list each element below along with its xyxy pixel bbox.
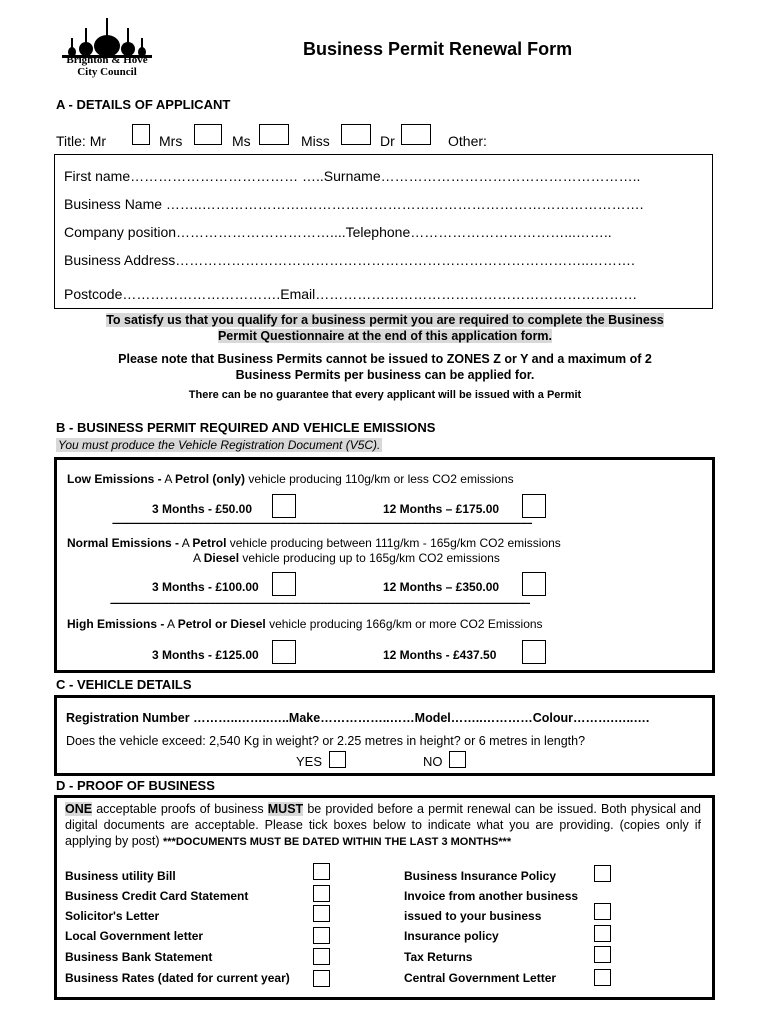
proof-intro-a: acceptable proofs of business bbox=[92, 802, 268, 816]
high-12-months-label: 12 Months - £437.50 bbox=[383, 648, 497, 662]
exceed-question: Does the vehicle exceed: 2,540 Kg in weight? or 2.25 metres in height? or 6 metres in length? bbox=[66, 734, 586, 748]
pavilion-icon bbox=[52, 14, 162, 58]
title-dr-label: Dr bbox=[380, 133, 395, 149]
proof-left-checkbox[interactable] bbox=[313, 885, 330, 902]
proof-left-item: Business Credit Card Statement bbox=[65, 889, 249, 903]
proof-right-checkbox[interactable] bbox=[594, 903, 611, 920]
normal-3-months-checkbox[interactable] bbox=[272, 572, 296, 596]
low-text-a: A bbox=[161, 472, 176, 486]
normal-diesel-desc bbox=[193, 551, 500, 565]
separator-1: ------------------------------------------------------------------------------------------------------------------------------------------------------------------------------------ bbox=[112, 518, 532, 529]
zones-note bbox=[62, 351, 708, 383]
normal-emissions-desc bbox=[67, 536, 561, 550]
registration-field[interactable]: Registration Number ………..……..…..Make……………..……Model……..…………Colour……….…..…. bbox=[66, 711, 650, 725]
section-d-heading: D - PROOF OF BUSINESS bbox=[56, 778, 215, 793]
title-mrs-label: Mrs bbox=[159, 133, 183, 149]
low-3-months-label: 3 Months - £50.00 bbox=[152, 502, 253, 516]
proof-left-item: Business utility Bill bbox=[65, 869, 176, 883]
low-emissions-label: Low Emissions - bbox=[67, 472, 162, 486]
normal-text-b: A bbox=[193, 551, 204, 565]
yes-checkbox[interactable] bbox=[329, 751, 346, 768]
title-mrs-checkbox[interactable] bbox=[194, 124, 222, 145]
proof-left-item: Local Government letter bbox=[65, 929, 204, 943]
section-c-heading: C - VEHICLE DETAILS bbox=[56, 677, 192, 692]
proof-right-item: Central Government Letter bbox=[404, 971, 557, 985]
questionnaire-note-line1: To satisfy us that you qualify for a business permit you are required to complete the Business bbox=[106, 313, 664, 327]
separator-2: ------------------------------------------------------------------------------------------------------------------------------------------------------------------------------------ bbox=[110, 598, 530, 609]
normal-emissions-label: Normal Emissions - bbox=[67, 536, 180, 550]
zones-note-line1: Please note that Business Permits cannot be issued to ZONES Z or Y and a maximum of 2 bbox=[118, 352, 652, 366]
high-emissions-label: High Emissions - bbox=[67, 617, 165, 631]
proof-right-item: Business Insurance Policy bbox=[404, 869, 557, 883]
title-miss-checkbox[interactable] bbox=[341, 124, 371, 145]
title-mr-label: Title: Mr bbox=[56, 133, 107, 149]
proof-intro bbox=[65, 801, 701, 850]
no-checkbox[interactable] bbox=[449, 751, 466, 768]
dated-warning: ***DOCUMENTS MUST BE DATED WITHIN THE LAST 3 MONTHS*** bbox=[162, 836, 512, 848]
low-12-months-checkbox[interactable] bbox=[522, 494, 546, 518]
business-address-field[interactable]: Business Address……………………………………………………………………………..………. bbox=[64, 252, 635, 268]
proof-right-item: Insurance policy bbox=[404, 929, 499, 943]
low-text-b: vehicle producing 110g/km or less CO2 emissions bbox=[245, 472, 514, 486]
normal-3-months-label: 3 Months - £100.00 bbox=[152, 580, 259, 594]
proof-left-item: Business Bank Statement bbox=[65, 950, 213, 964]
company-position-field[interactable]: Company position……………………………....Telephone……………………………...…….. bbox=[64, 224, 612, 240]
normal-petrol-text: vehicle producing between 111g/km - 165g/km CO2 emissions bbox=[226, 536, 561, 550]
title-other-label: Other: bbox=[448, 133, 487, 149]
high-text: vehicle producing 166g/km or more CO2 Emissions bbox=[265, 617, 543, 631]
postcode-email-field[interactable]: Postcode…………………………….Email…………………………………………………………… bbox=[64, 286, 638, 302]
proof-left-checkbox[interactable] bbox=[313, 927, 330, 944]
low-3-months-checkbox[interactable] bbox=[272, 494, 296, 518]
title-miss-label: Miss bbox=[301, 133, 330, 149]
proof-left-checkbox[interactable] bbox=[313, 863, 330, 880]
title-ms-label: Ms bbox=[232, 133, 251, 149]
must-emphasis: MUST bbox=[267, 802, 304, 816]
high-12-months-checkbox[interactable] bbox=[522, 640, 546, 664]
proof-right-item: Tax Returns bbox=[404, 950, 473, 964]
logo-line2: City Council bbox=[77, 66, 137, 78]
proof-left-item: Solicitor's Letter bbox=[65, 909, 160, 923]
proof-left-checkbox[interactable] bbox=[313, 948, 330, 965]
proof-right-item: issued to your business bbox=[404, 909, 542, 923]
form-title: Business Permit Renewal Form bbox=[303, 39, 573, 59]
council-logo bbox=[52, 14, 162, 84]
proof-intro-b: be provided before a permit renewal can be issued. Both physical and digital documents are acceptable. Please tick boxes below to indicate what you are providing. (copies only if applying by post) bbox=[65, 802, 702, 848]
logo-line1: Brighton & Hove bbox=[66, 54, 148, 66]
low-fuel: Petrol (only) bbox=[175, 472, 246, 486]
high-fuel: Petrol or Diesel bbox=[177, 617, 266, 631]
proof-right-item: Invoice from another business bbox=[404, 889, 579, 903]
high-3-months-label: 3 Months - £125.00 bbox=[152, 648, 259, 662]
normal-diesel: Diesel bbox=[203, 551, 240, 565]
title-mr-checkbox[interactable] bbox=[132, 124, 150, 145]
no-label: NO bbox=[423, 754, 443, 769]
questionnaire-note-line2: Permit Questionnaire at the end of this application form. bbox=[217, 329, 553, 343]
proof-left-checkbox[interactable] bbox=[313, 970, 330, 987]
name-field[interactable]: First name……………………………… …..Surname……………………………………………….. bbox=[64, 168, 641, 184]
questionnaire-note bbox=[62, 312, 708, 344]
guarantee-note: There can be no guarantee that every applicant will be issued with a Permit bbox=[188, 389, 582, 401]
proof-left-item: Business Rates (dated for current year) bbox=[65, 971, 290, 985]
section-b-heading: B - BUSINESS PERMIT REQUIRED AND VEHICLE EMISSIONS bbox=[56, 420, 436, 435]
proof-right-checkbox[interactable] bbox=[594, 925, 611, 942]
high-3-months-checkbox[interactable] bbox=[272, 640, 296, 664]
zones-note-line2: Business Permits per business can be applied for. bbox=[235, 368, 535, 382]
proof-right-checkbox[interactable] bbox=[594, 946, 611, 963]
v5c-note: You must produce the Vehicle Registration Document (V5C). bbox=[58, 438, 381, 452]
business-name-field[interactable]: Business Name ……..………………….………………………………………………………………. bbox=[64, 196, 644, 212]
normal-12-months-checkbox[interactable] bbox=[522, 572, 546, 596]
normal-diesel-text: vehicle producing up to 165g/km CO2 emissions bbox=[239, 551, 500, 565]
normal-12-months-label: 12 Months – £350.00 bbox=[383, 580, 500, 594]
yes-label: YES bbox=[296, 754, 323, 769]
proof-right-checkbox[interactable] bbox=[594, 969, 611, 986]
proof-left-checkbox[interactable] bbox=[313, 905, 330, 922]
section-a-heading: A - DETAILS OF APPLICANT bbox=[56, 97, 231, 112]
high-emissions-desc bbox=[67, 617, 543, 631]
low-12-months-label: 12 Months – £175.00 bbox=[383, 502, 500, 516]
emissions-box bbox=[54, 457, 715, 673]
low-emissions-desc bbox=[67, 472, 514, 486]
high-text-a: A bbox=[164, 617, 178, 631]
title-ms-checkbox[interactable] bbox=[259, 124, 289, 145]
normal-text-a: A bbox=[179, 536, 193, 550]
one-emphasis: ONE bbox=[65, 802, 93, 816]
proof-right-checkbox[interactable] bbox=[594, 865, 611, 882]
title-dr-checkbox[interactable] bbox=[401, 124, 431, 145]
normal-petrol: Petrol bbox=[192, 536, 227, 550]
